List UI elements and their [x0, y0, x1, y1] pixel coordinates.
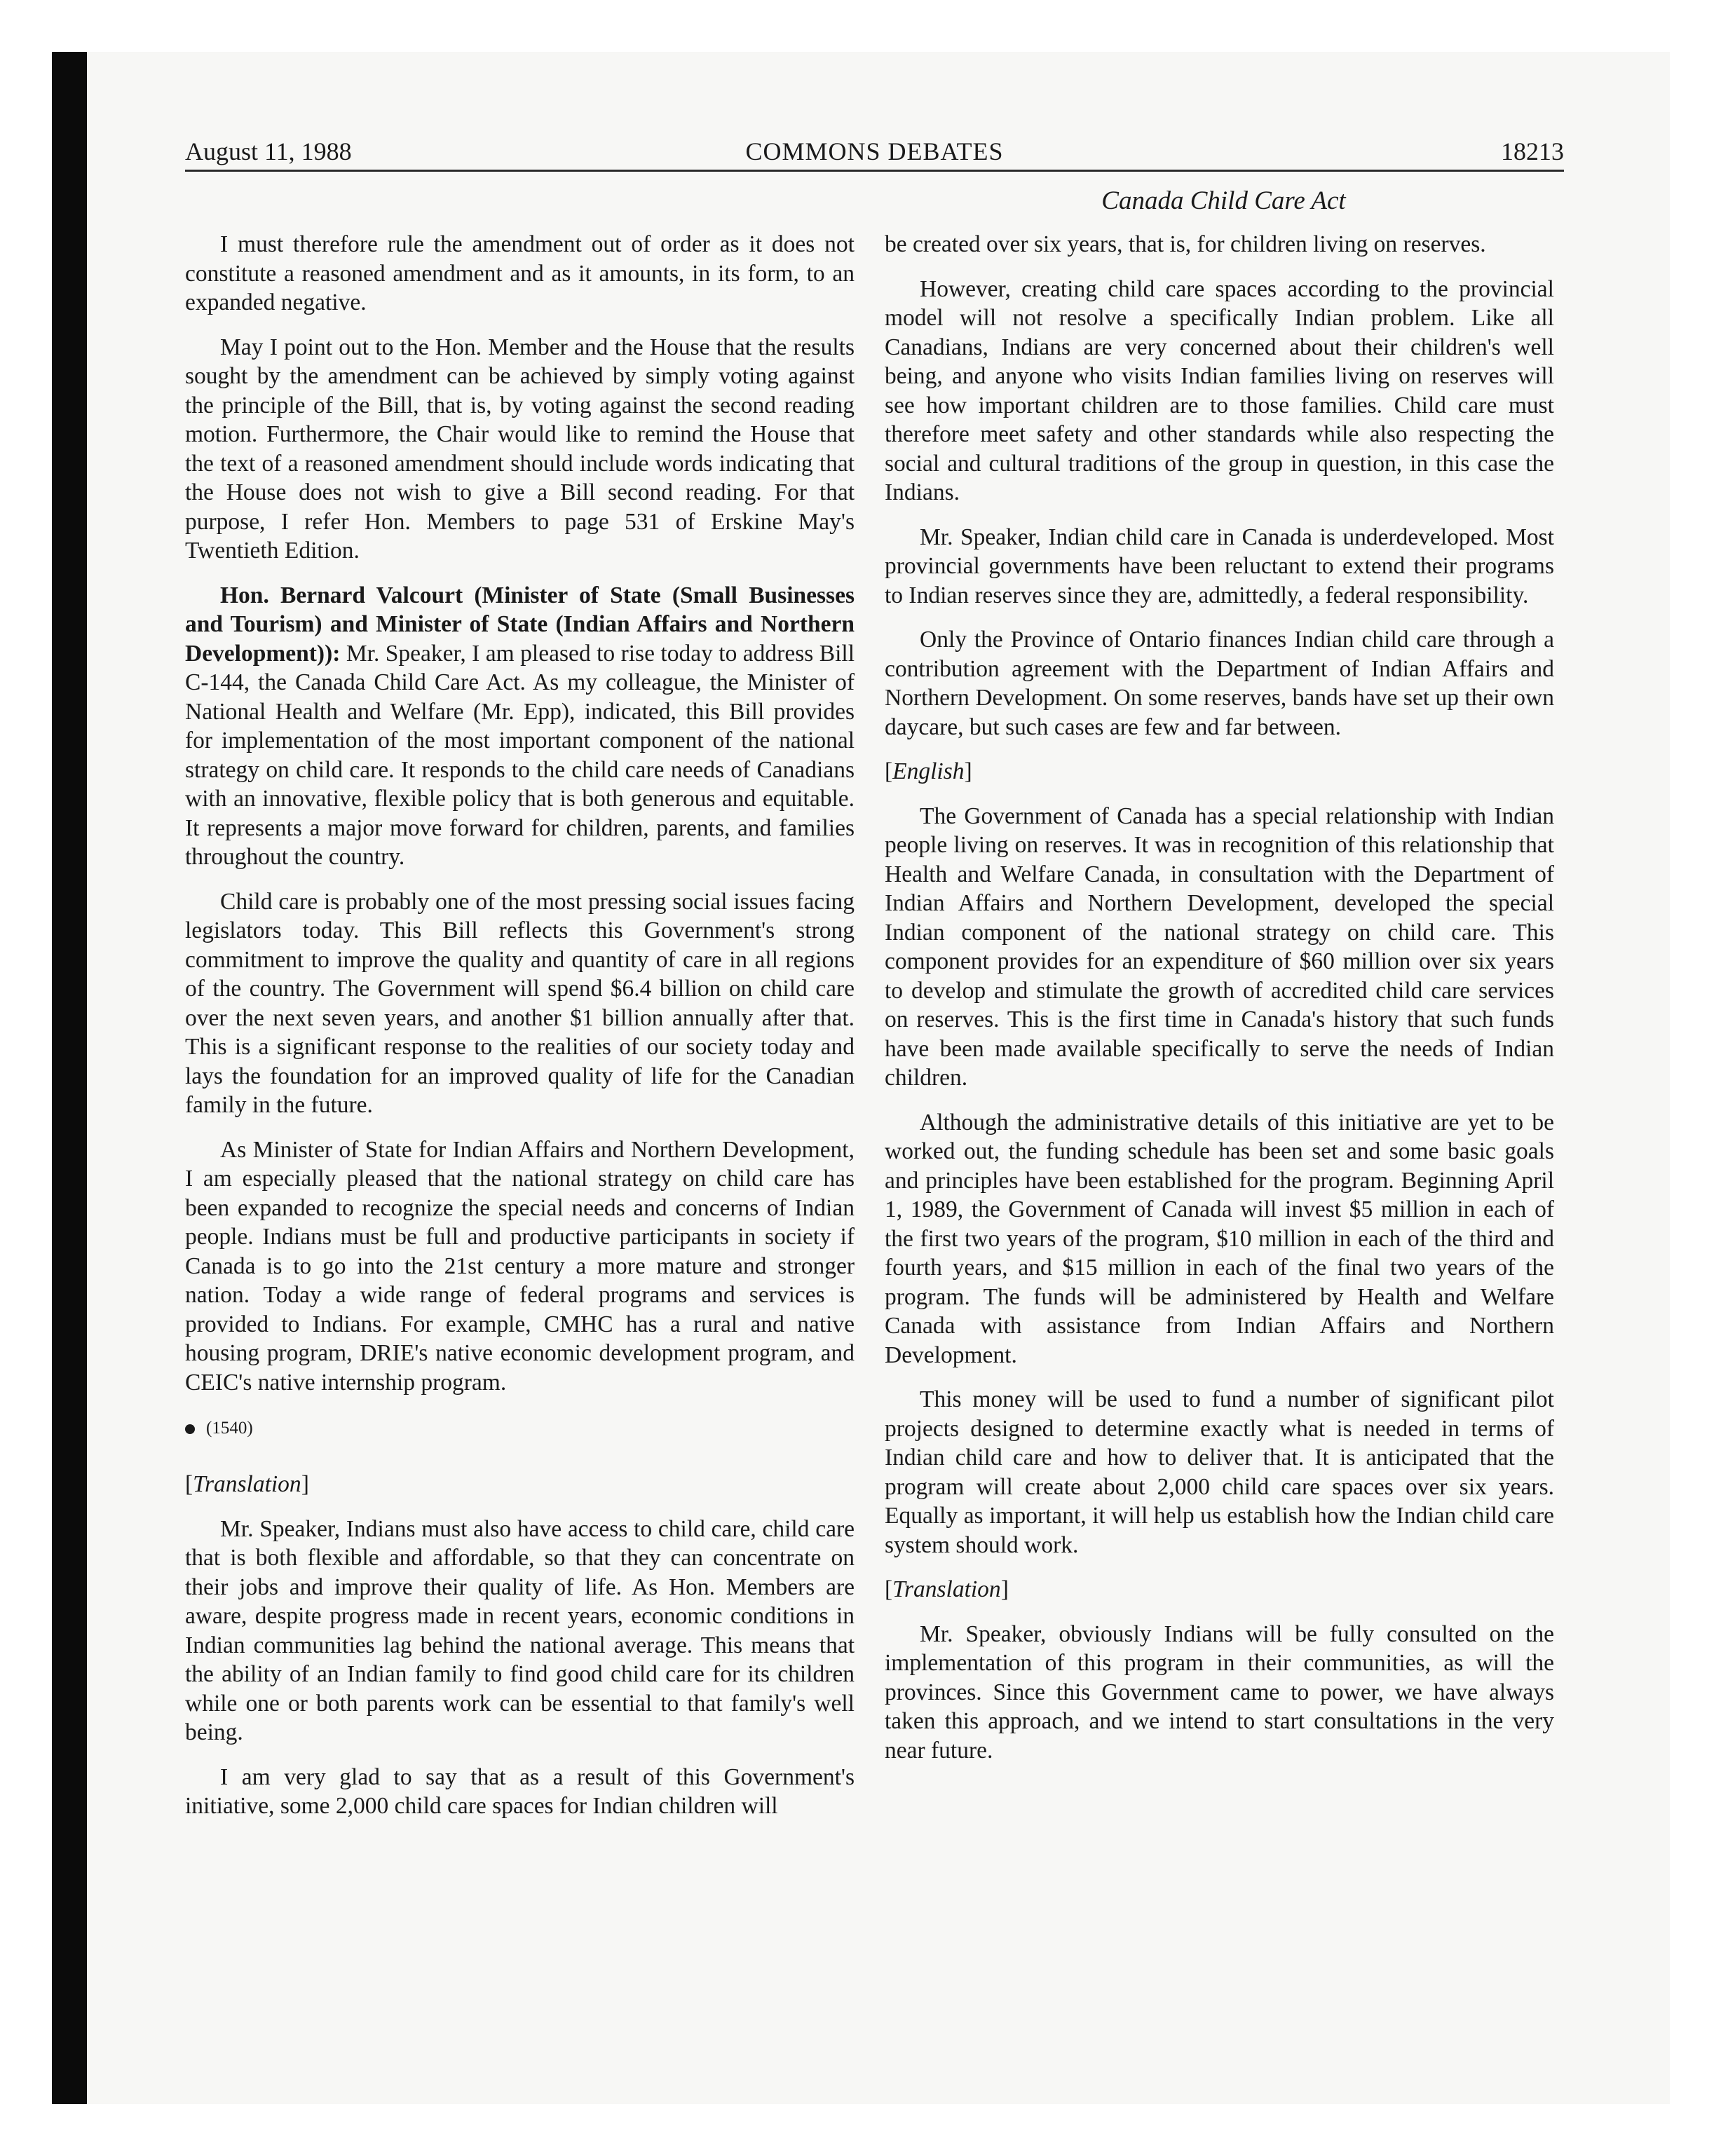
language-note: [Translation] [185, 1471, 309, 1497]
speaker-paragraph [185, 581, 855, 872]
language-note-text: Translation [892, 1576, 1001, 1602]
language-note-text: English [892, 758, 965, 784]
timestamp [185, 1418, 855, 1439]
paragraph-continued: be created over six years, that is, for children living on reserves. [885, 231, 1486, 257]
language-note: [Translation] [885, 1576, 1009, 1602]
scan-edge [52, 52, 87, 2104]
paragraph: As Minister of State for Indian Affairs and Northern Development, I am especially pleased that the national strategy on child care has been expanded to recognize the special needs and concerns of Indian people. Indians must be full and productive participants in society if Canada is to go into the 21st century a more mature and stronger nation. Today a wide range of federal programs and services is provided to Indians. For example, CMHC has a rural and native housing program, DRIE's native economic development program, and CEIC's native internship program. [185, 1136, 855, 1396]
speech-text: Mr. Speaker, I am pleased to rise today to address Bill C-144, the Canada Child Care Act. As my colleague, the Minister of National Health and Welfare (Mr. Epp), indicated, this Bill provides for implementation of the most important component of the national strategy on child care. It responds to the child care needs of Canadians with an innovative, flexible policy that is both generous and equitable. It represents a major move forward for children, parents, and families throughout the country. [185, 640, 855, 870]
language-note-text: Translation [193, 1471, 301, 1497]
paragraph: May I point out to the Hon. Member and the House that the results sought by the amendment can be achieved by simply voting against the principle of the Bill, that is, by voting against the second reading motion. Furthermore, the Chair would like to remind the House that the text of a reasoned amendment should include words indicating that the House does not wish to give a Bill second reading. For that purpose, I refer Hon. Members to page 531 of Erskine May's Twentieth Edition. [185, 334, 855, 564]
page-header [185, 133, 1564, 172]
header-date: August 11, 1988 [185, 137, 352, 165]
paragraph: Mr. Speaker, Indian child care in Canada is underdeveloped. Most provincial governments have been reluctant to extend their programs to Indian reserves since they are, admittedly, a federal responsibility. [885, 524, 1554, 608]
right-column [885, 230, 1554, 1780]
paragraph: The Government of Canada has a special relationship with Indian people living on reserves. It was in recognition of this relationship that Health and Welfare Canada, in consultation with the Department of Indian Affairs and Northern Development, developed the special Indian component of the national strategy on child care. This component provides for an expenditure of $60 million over six years to develop and stimulate the growth of accredited child care services on reserves. This is the first time in Canada's history that such funds have been made available specifically to serve the needs of Indian children. [885, 803, 1554, 1091]
paragraph: This money will be used to fund a number of significant pilot projects designed to determine exactly what is needed in terms of Indian child care and how to deliver that. It is anticipated that the program will create about 2,000 child care spaces over six years. Equally as important, it will help us establish how the Indian child care system should work. [885, 1386, 1554, 1558]
paragraph: I am very glad to say that as a result of this Government's initiative, some 2,000 child care spaces for Indian children will [185, 1763, 855, 1819]
language-note: [English] [885, 758, 972, 784]
bullet-icon [185, 1424, 195, 1434]
paragraph: Mr. Speaker, obviously Indians will be fully consulted on the implementation of this program in their communities, as will the provinces. Since this Government came to power, we have always taken this approach, and we intend to start consultations in the very near future. [885, 1621, 1554, 1763]
paragraph: I must therefore rule the amendment out of order as it does not constitute a reasoned amendment and as it amounts, in its form, to an expanded negative. [185, 231, 855, 315]
paragraph: However, creating child care spaces according to the provincial model will not resolve a specifically Indian problem. Like all Canadians, Indians are very concerned about their children's well being, and anyone who visits Indian families living on reserves will see how important children are to those families. Child care must therefore meet safety and other standards while also respecting the social and cultural traditions of the group in question, in this case the Indians. [885, 275, 1554, 505]
header-journal-title: COMMONS DEBATES [745, 137, 1004, 165]
header-page-number: 18213 [1501, 137, 1564, 165]
left-column [185, 230, 855, 1836]
speaker-name: Hon. Bernard Valcourt (Minister of State (Small Businesses and Tourism) and Minister of State (Indian Affairs and Northern Development)): [185, 582, 855, 667]
paragraph: Only the Province of Ontario finances Indian child care through a contribution agreement with the Department of Indian Affairs and Northern Development. On some reserves, bands have set up their own daycare, but such cases are few and far between. [885, 627, 1554, 740]
timestamp-text: (1540) [206, 1419, 253, 1438]
section-title: Canada Child Care Act [1101, 186, 1346, 215]
paragraph: Child care is probably one of the most pressing social issues facing legislators today. This Bill reflects this Government's strong commitment to improve the quality and quantity of care in all regions of the country. The Government will spend $6.4 billion on child care over the next seven years, and another $1 billion annually after that. This is a significant response to the realities of our society today and lays the foundation for an improved quality of life for the Canadian family in the future. [185, 888, 855, 1118]
paragraph: Although the administrative details of this initiative are yet to be worked out, the funding schedule has been set and some basic goals and principles have been established for the program. Beginning April 1, 1989, the Government of Canada will invest $5 million in each of the first two years of the program, $10 million in each of the third and fourth years, and $15 million in each of the final two years of the program. The funds will be administered by Health and Welfare Canada with assistance from Indian Affairs and Northern Development. [885, 1109, 1554, 1368]
paragraph: Mr. Speaker, Indians must also have access to child care, child care that is both flexible and affordable, so that they can concentrate on their jobs and improve their quality of life. As Hon. Members are aware, despite progress made in recent years, economic conditions in Indian communities lag behind the national average. This means that the ability of an Indian family to find good child care for its children while one or both parents work can be essential to that family's well being. [185, 1515, 855, 1745]
